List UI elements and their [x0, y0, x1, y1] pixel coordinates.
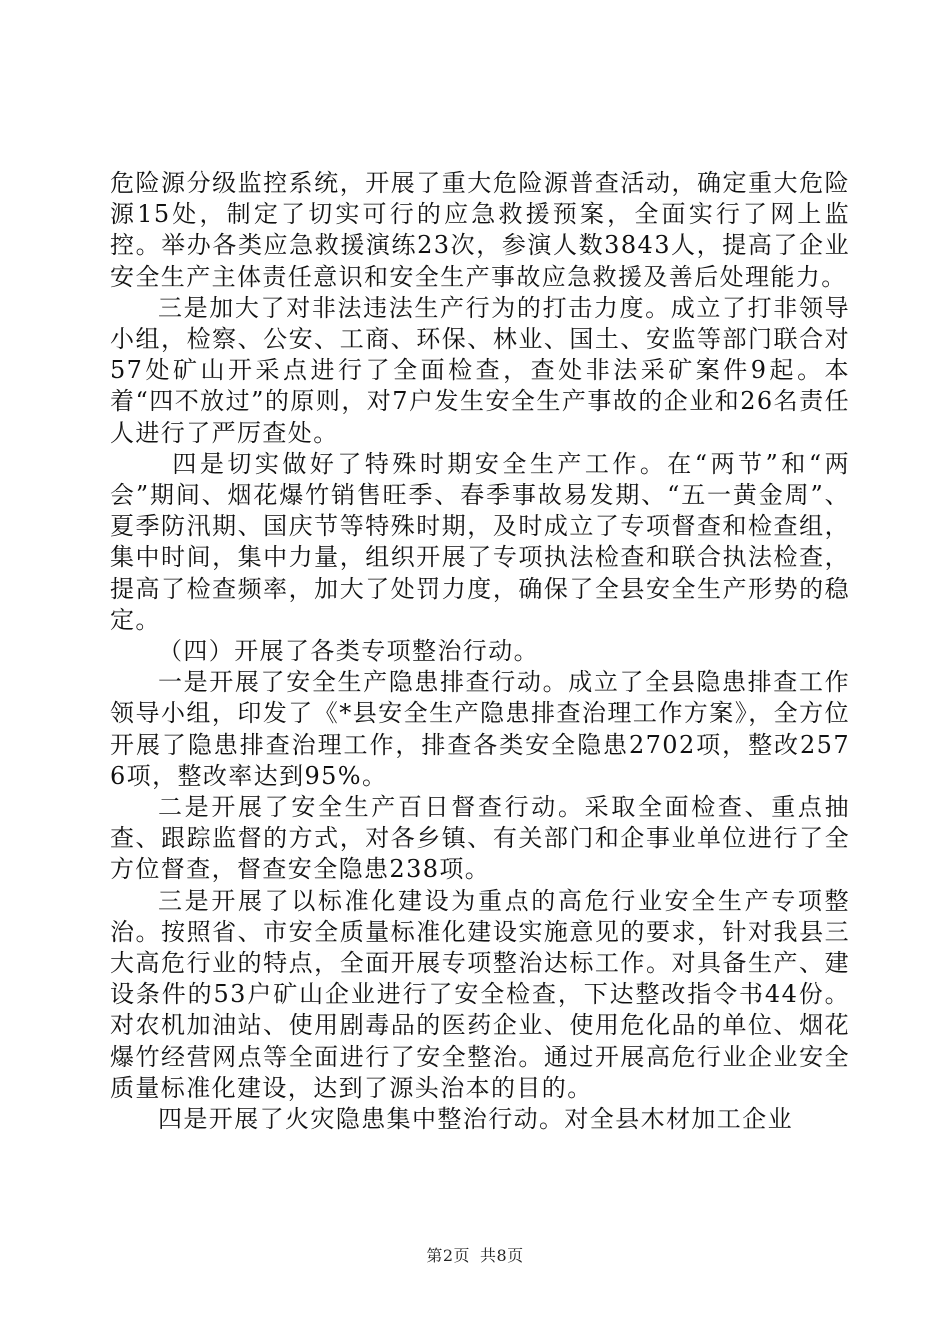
page-footer: [0, 1243, 950, 1266]
page-total: 共8页: [480, 1246, 524, 1265]
paragraph-crackdown: 三是加大了对非法违法生产行为的打击力度。成立了打非领导小组，检察、公安、工商、环保、林业、国土、安监等部门联合对57处矿山开采点进行了全面检查，查处非法采矿案件9起。本着“四不放过”的原则，对7户发生安全生产事故的企业和26名责任人进行了严厉查处。: [110, 293, 850, 447]
paragraph-hundred-day-supervision: 二是开展了安全生产百日督查行动。采取全面检查、重点抽查、跟踪监督的方式，对各乡镇、有关部门和企事业单位进行了全方位督查，督查安全隐患238项。: [110, 793, 850, 884]
paragraph-hazard-inspection: 一是开展了安全生产隐患排查行动。成立了全县隐患排查工作领导小组，印发了《*县安全生产隐患排查治理工作方案》，全方位开展了隐患排查治理工作，排查各类安全隐患2702项，整改2576项，整改率达到95%。: [110, 668, 850, 790]
section-heading-special-campaigns: （四）开展了各类专项整治行动。: [158, 637, 539, 666]
document-body: [110, 168, 850, 1135]
paragraph-special-periods: 四是切实做好了特殊时期安全生产工作。在“两节”和“两会”期间、烟花爆竹销售旺季、春季事故易发期、“五一黄金周”、夏季防汛期、国庆节等特殊时期，及时成立了专项督查和检查组，集中时间，集中力量，组织开展了专项执法检查和联合执法检查，提高了检查频率，加大了处罚力度，确保了全县安全生产形势的稳定。: [110, 449, 850, 634]
paragraph-hazard-monitoring: 危险源分级监控系统，开展了重大危险源普查活动，确定重大危险源15处，制定了切实可行的应急救援预案，全面实行了网上监控。举办各类应急救援演练23次，参演人数3843人，提高了企业安全生产主体责任意识和安全生产事故应急救援及善后处理能力。: [110, 169, 850, 291]
paragraph-standardization: 三是开展了以标准化建设为重点的高危行业安全生产专项整治。按照省、市安全质量标准化建设实施意见的要求，针对我县三大高危行业的特点，全面开展专项整治达标工作。对具备生产、建设条件的53户矿山企业进行了安全检查，下达整改指令书44份。对农机加油站、使用剧毒品的医药企业、使用危化品的单位、烟花爆竹经营网点等全面进行了安全整治。通过开展高危行业企业安全质量标准化建设，达到了源头治本的目的。: [110, 886, 850, 1102]
paragraph-fire-hazard: 四是开展了火灾隐患集中整治行动。对全县木材加工企业: [158, 1105, 793, 1134]
page-number: 第2页: [426, 1246, 470, 1265]
